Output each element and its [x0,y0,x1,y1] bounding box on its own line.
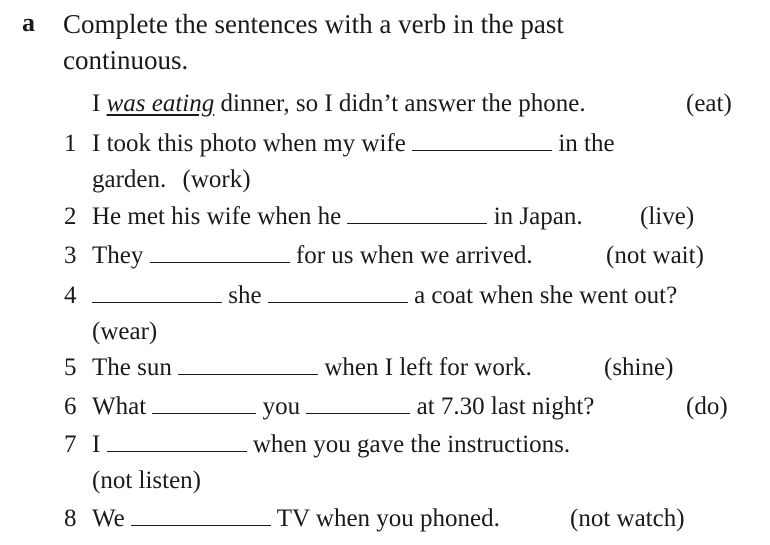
answer-blank[interactable] [152,395,256,414]
item-text: What [92,393,147,420]
item-number: 8 [64,505,77,532]
item-2 [64,203,583,231]
item-5 [64,354,532,382]
answer-blank[interactable] [268,284,408,303]
item-number: 2 [64,203,77,230]
example-post: dinner, so I didn’t answer the phone. [220,90,586,117]
item-number: 6 [64,393,77,420]
item-text: when you gave the instructions. [252,431,571,458]
item-number: 5 [64,354,77,381]
item-text: in the [558,130,615,157]
answer-blank[interactable] [347,205,487,224]
item-text: They [92,242,144,269]
item-verb: (not watch) [570,505,685,532]
item-text: garden. [92,166,167,193]
item-text: when I left for work. [324,354,532,381]
example-pre: I [92,90,101,117]
item-verb: (shine) [604,354,674,381]
item-verb: (not listen) [92,467,202,494]
item-1-cont [92,166,251,194]
instruction-line-1: Complete the sentences with a verb in the past [63,9,564,39]
item-3 [64,242,533,270]
item-verb: (do) [686,393,728,420]
example-sentence [92,90,586,118]
answer-blank[interactable] [131,507,271,526]
item-text: He met his wife when he [92,203,342,230]
item-4 [64,282,678,310]
item-text: I took this photo when my wife [92,130,406,157]
item-number: 7 [64,431,77,458]
item-text: I [92,431,101,458]
example-answer: was eating [106,90,215,117]
item-text: for us when we arrived. [295,242,533,269]
item-text: TV when you phoned. [276,505,500,532]
item-text: We [92,505,125,532]
example-verb: (eat) [686,90,732,117]
item-text: The sun [92,354,172,381]
item-7 [64,431,571,459]
answer-blank[interactable] [150,244,290,263]
item-number: 1 [64,130,77,157]
instruction-line-2: continuous. [63,45,189,75]
answer-blank[interactable] [412,132,552,151]
item-text: she [228,282,262,309]
item-text: a coat when she went out? [414,282,678,309]
item-number: 3 [64,242,77,269]
item-verb: (wear) [92,318,158,345]
exercise-letter: a [22,8,35,37]
item-6 [64,393,595,421]
answer-blank[interactable] [92,284,222,303]
item-1 [64,130,615,158]
item-text: at 7.30 last night? [416,393,595,420]
item-text: in Japan. [493,203,583,230]
answer-blank[interactable] [178,356,318,375]
answer-blank[interactable] [306,395,410,414]
item-verb: (work) [182,166,251,193]
answer-blank[interactable] [107,433,247,452]
item-8 [64,505,500,533]
item-text: you [262,393,301,420]
exercise-instruction [63,6,703,78]
item-number: 4 [64,282,77,309]
item-verb: (not wait) [606,242,704,269]
item-verb: (live) [640,203,695,230]
